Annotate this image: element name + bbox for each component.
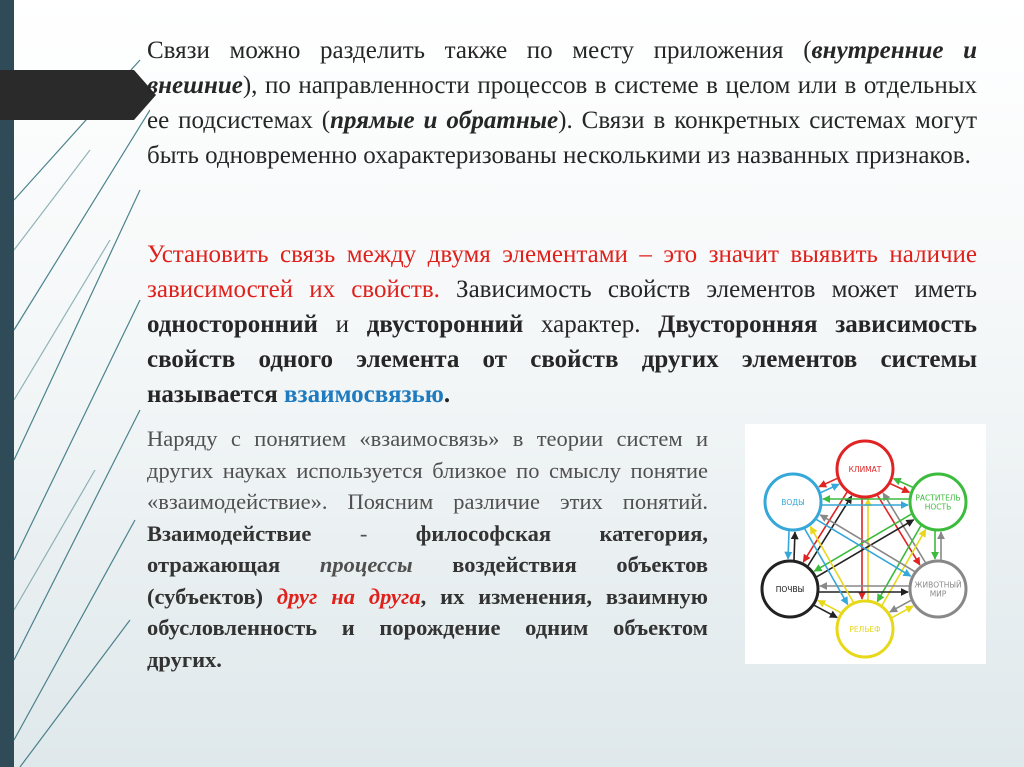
title-marker-tab: [0, 70, 134, 120]
diagram-node-label: ПОЧВЫ: [775, 585, 805, 594]
diagram-node-label: НОСТЬ: [924, 502, 952, 512]
paragraph-link-types: [147, 33, 977, 173]
diagram-arrow: [818, 600, 842, 613]
p2-one-sided: односторонний: [147, 311, 318, 338]
diagram-node-label: РАСТИТЕЛЬ: [915, 493, 961, 503]
p2-text-1: Зависимость свойств элементов может иметь: [439, 276, 977, 303]
p2-interconnection: взаимосвязью: [284, 381, 444, 408]
p3-processes: процессы: [319, 552, 413, 577]
p3-dash: -: [311, 520, 416, 546]
diagram-arrow: [794, 532, 795, 561]
p2-text-2: и: [317, 311, 367, 338]
diagram-node-label: РЕЛЬЕФ: [849, 625, 881, 634]
diagram-node-label: ЖИВОТНЫЙ: [914, 580, 962, 590]
p3-text-1: Наряду с понятием «взаимосвязь» в теории систем и других науках используется близкое по смыслу понятие «взаимодействие». Поясним различие этих понятий.: [147, 426, 708, 514]
p1-text-3: ). Связи в конкретных системах могут быть одновременно охарактеризованы несколькими из названных признаков.: [147, 107, 978, 169]
p1-direct-reverse: прямые и обратные: [330, 107, 559, 134]
paragraph-dependency: [147, 237, 977, 412]
diagram-arrow: [890, 600, 912, 612]
diagram-node-label: МИР: [929, 589, 947, 599]
diagram-node-label: ВОДЫ: [781, 498, 805, 507]
p3-bold-1: философская категория, отражающая: [147, 520, 708, 577]
diagram-arrow: [788, 530, 789, 559]
diagram-svg: [745, 424, 986, 664]
diagram-arrow: [891, 606, 913, 618]
p3-bold-2: воздействия объектов (субъектов): [147, 552, 708, 609]
p2-bold-definition: Двусторонняя зависимость свойств одного элемента от свойств других элементов системы называется: [147, 311, 977, 408]
p2-red-definition: Установить связь между двумя элементами – это значит выявить наличие зависимостей их свойств.: [147, 241, 977, 303]
diagram-arrow: [813, 605, 837, 618]
paragraph-interaction: [147, 423, 708, 675]
p1-internal-external: внутренние и внешние: [147, 37, 977, 99]
p2-two-sided: двусторонний: [366, 311, 524, 338]
p3-interaction-term: Взаимодействие: [147, 520, 312, 546]
p1-text-1: Связи можно разделить также по месту приложения (: [147, 37, 812, 64]
p3-each-other: друг на друга: [276, 583, 421, 609]
diagram-node-label: КЛИМАТ: [848, 465, 882, 474]
p2-text-3: характер.: [523, 311, 659, 338]
nature-components-diagram: [745, 424, 986, 664]
p3-bold-3: , их изменения, взаимную обусловленность и порождение одним объектом других.: [147, 583, 709, 672]
p2-end: .: [443, 381, 451, 408]
p1-text-2: ), по направленности процессов в системе в целом или в отдельных ее подсистемах (: [147, 72, 977, 134]
